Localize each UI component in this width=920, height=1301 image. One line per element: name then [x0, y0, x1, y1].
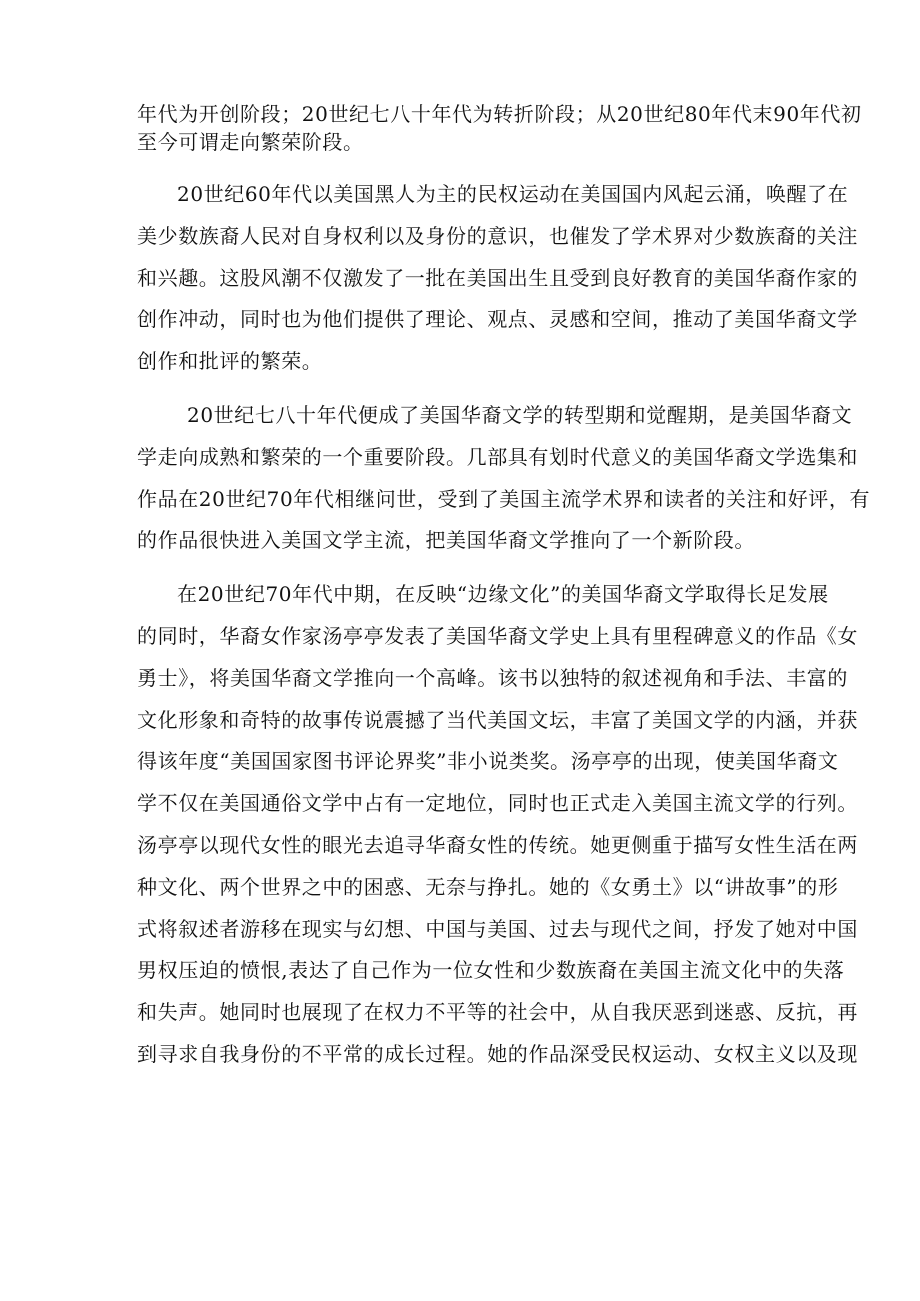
text-line: 种文化、两个世界之中的困惑、无奈与挣扎。她的《女勇土》以“讲故事”的形: [137, 874, 839, 899]
text-line: 男权压迫的愤恨,表达了自己作为一位女性和少数族裔在美国主流文化中的失落: [137, 958, 845, 983]
text-line: 创作和批评的繁荣。: [137, 349, 323, 374]
paragraph-2: [137, 174, 858, 383]
text-line: 的同时，华裔女作家汤亭亭发表了美国华裔文学史上具有里程碑意义的作品《女: [137, 623, 858, 648]
text-line: 学走向成熟和繁荣的一个重要阶段。几部具有划时代意义的美国华裔文学选集和: [137, 444, 858, 469]
text-line: 文化形象和奇特的故事传说震撼了当代美国文坛，丰富了美国文学的内涵，并获: [137, 707, 858, 732]
text-line: 和失声。她同时也展现了在权力不平等的社会中，从自我厌恶到迷惑、反抗，再: [137, 1000, 858, 1025]
text-line: 至今可谓走向繁荣阶段。: [137, 130, 364, 154]
text-line: 和兴趣。这股风潮不仅激发了一批在美国出生且受到良好教育的美国华裔作家的: [137, 265, 858, 290]
text-line: 到寻求自我身份的不平常的成长过程。她的作品深受民权运动、女权主义以及现: [137, 1041, 858, 1066]
text-line: 式将叙述者游移在现实与幻想、中国与美国、过去与现代之间，抒发了她对中国: [137, 916, 858, 941]
text-line: 勇士》，将美国华裔文学推向一个高峰。该书以独特的叙述视角和手法、丰富的: [137, 665, 848, 690]
paragraph-1: [137, 100, 862, 156]
text-line: 创作冲动，同时也为他们提供了理论、观点、灵感和空间，推动了美国华裔文学: [137, 307, 858, 332]
text-line: 作品在20世纪70年代相继问世，受到了美国主流学术界和读者的关注和好评，有: [137, 486, 871, 511]
text-line: 汤亭亭以现代女性的眼光去追寻华裔女性的传统。她更侧重于描写女性生活在两: [137, 832, 858, 857]
text-line: 20世纪60年代以美国黑人为主的民权运动在美国国内风起云涌，唤醒了在: [177, 182, 849, 206]
text-line: 美少数族裔人民对自身权利以及身份的意识，也催发了学术界对少数族裔的关注: [137, 223, 858, 248]
text-line: 的作品很快进入美国文学主流，把美国华裔文学推向了一个新阶段。: [137, 528, 755, 553]
paragraph-3: [137, 395, 871, 562]
text-line: 在20世纪70年代中期，在反映“边缘文化”的美国华裔文学取得长足发展: [177, 582, 829, 607]
text-line: 年代为开创阶段；20世纪七八十年代为转折阶段；从20世纪80年代末90年代初: [137, 102, 862, 126]
body-text: [137, 100, 871, 1076]
paragraph-4: [137, 574, 858, 1076]
text-line: 学不仅在美国通俗文学中占有一定地位，同时也正式走入美国主流文学的行列。: [137, 791, 858, 816]
text-line: 20世纪七八十年代便成了美国华裔文学的转型期和觉醒期，是美国华裔文: [187, 402, 853, 427]
text-line: 得该年度“美国国家图书评论界奖”非小说类奖。汤亭亭的出现，使美国华裔文: [137, 749, 839, 774]
